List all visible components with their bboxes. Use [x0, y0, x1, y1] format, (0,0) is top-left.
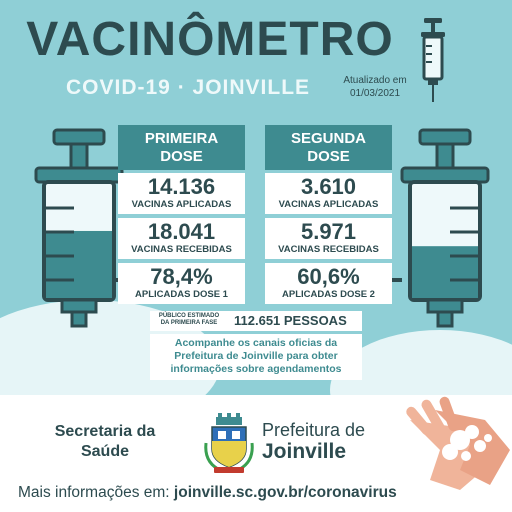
- updated-date: [330, 74, 420, 100]
- more-info-prefix: Mais informações em:: [18, 484, 170, 501]
- second-dose-received-label: VACINAS RECEBIDAS: [278, 244, 379, 255]
- public-estimate-box: [150, 311, 362, 331]
- first-dose-received-label: VACINAS RECEBIDAS: [131, 244, 232, 255]
- syringe-icon: [418, 18, 448, 102]
- second-dose-received-card: [265, 218, 392, 259]
- second-dose-received-value: 5.971: [300, 219, 357, 244]
- second-dose-header: [265, 125, 392, 170]
- public-label-line1: PÚBLICO ESTIMADO: [158, 313, 220, 319]
- first-dose-received-value: 18.041: [147, 219, 216, 244]
- first-dose-header-line2: DOSE: [160, 148, 203, 165]
- updated-label: Atualizado em: [343, 75, 407, 86]
- syringe-left-illustration: [34, 130, 124, 340]
- coat-of-arms-icon: [204, 417, 254, 473]
- first-dose-received-card: [118, 218, 245, 259]
- syringe-right-illustration: [400, 130, 490, 340]
- info-line3: informações sobre agendamentos: [170, 363, 342, 375]
- public-estimate-label: [154, 313, 224, 327]
- info-box: [150, 334, 362, 380]
- info-line1: Acompanhe os canais oficias da: [174, 337, 338, 349]
- more-info-url[interactable]: joinville.sc.gov.br/coronavirus: [173, 484, 397, 501]
- second-dose-applied-value: 3.610: [300, 174, 357, 199]
- first-dose-rate-value: 78,4%: [150, 264, 213, 289]
- public-label-line2: DA PRIMEIRA FASE: [160, 320, 218, 326]
- first-dose-header: [118, 125, 245, 170]
- public-estimate-value: 112.651 PESSOAS: [234, 313, 347, 328]
- first-dose-rate-card: [118, 263, 245, 304]
- second-dose-applied-label: VACINAS APLICADAS: [278, 199, 379, 210]
- first-dose-applied-card: [118, 173, 245, 214]
- secretaria-line1: Secretaria da: [54, 423, 156, 440]
- page-subtitle: COVID-19 · JOINVILLE: [66, 76, 311, 99]
- second-dose-rate-label: APLICADAS DOSE 2: [282, 289, 375, 300]
- second-dose-applied-card: [265, 173, 392, 214]
- second-dose-header-line2: DOSE: [307, 148, 350, 165]
- first-dose-applied-value: 14.136: [147, 174, 216, 199]
- secretaria-line2: Saúde: [80, 443, 129, 460]
- first-dose-applied-label: VACINAS APLICADAS: [131, 199, 232, 210]
- second-dose-rate-value: 60,6%: [297, 264, 360, 289]
- second-dose-header-line1: SEGUNDA: [290, 130, 366, 147]
- more-info-line: [18, 484, 397, 502]
- prefeitura-line1: Prefeitura de: [262, 420, 366, 440]
- second-dose-rate-card: [265, 263, 392, 304]
- first-dose-rate-label: APLICADAS DOSE 1: [135, 289, 228, 300]
- prefeitura-line2: Joinville: [262, 440, 347, 463]
- first-dose-header-line1: PRIMEIRA: [144, 130, 219, 147]
- page-title: VACINÔMETRO: [26, 13, 394, 66]
- prefeitura-logo-text: [262, 420, 365, 464]
- updated-value: 01/03/2021: [349, 88, 401, 99]
- secretaria-saude-label: [30, 422, 180, 462]
- washing-hands-illustration: [400, 390, 512, 502]
- info-line2: Prefeitura de Joinville para obter: [174, 350, 338, 362]
